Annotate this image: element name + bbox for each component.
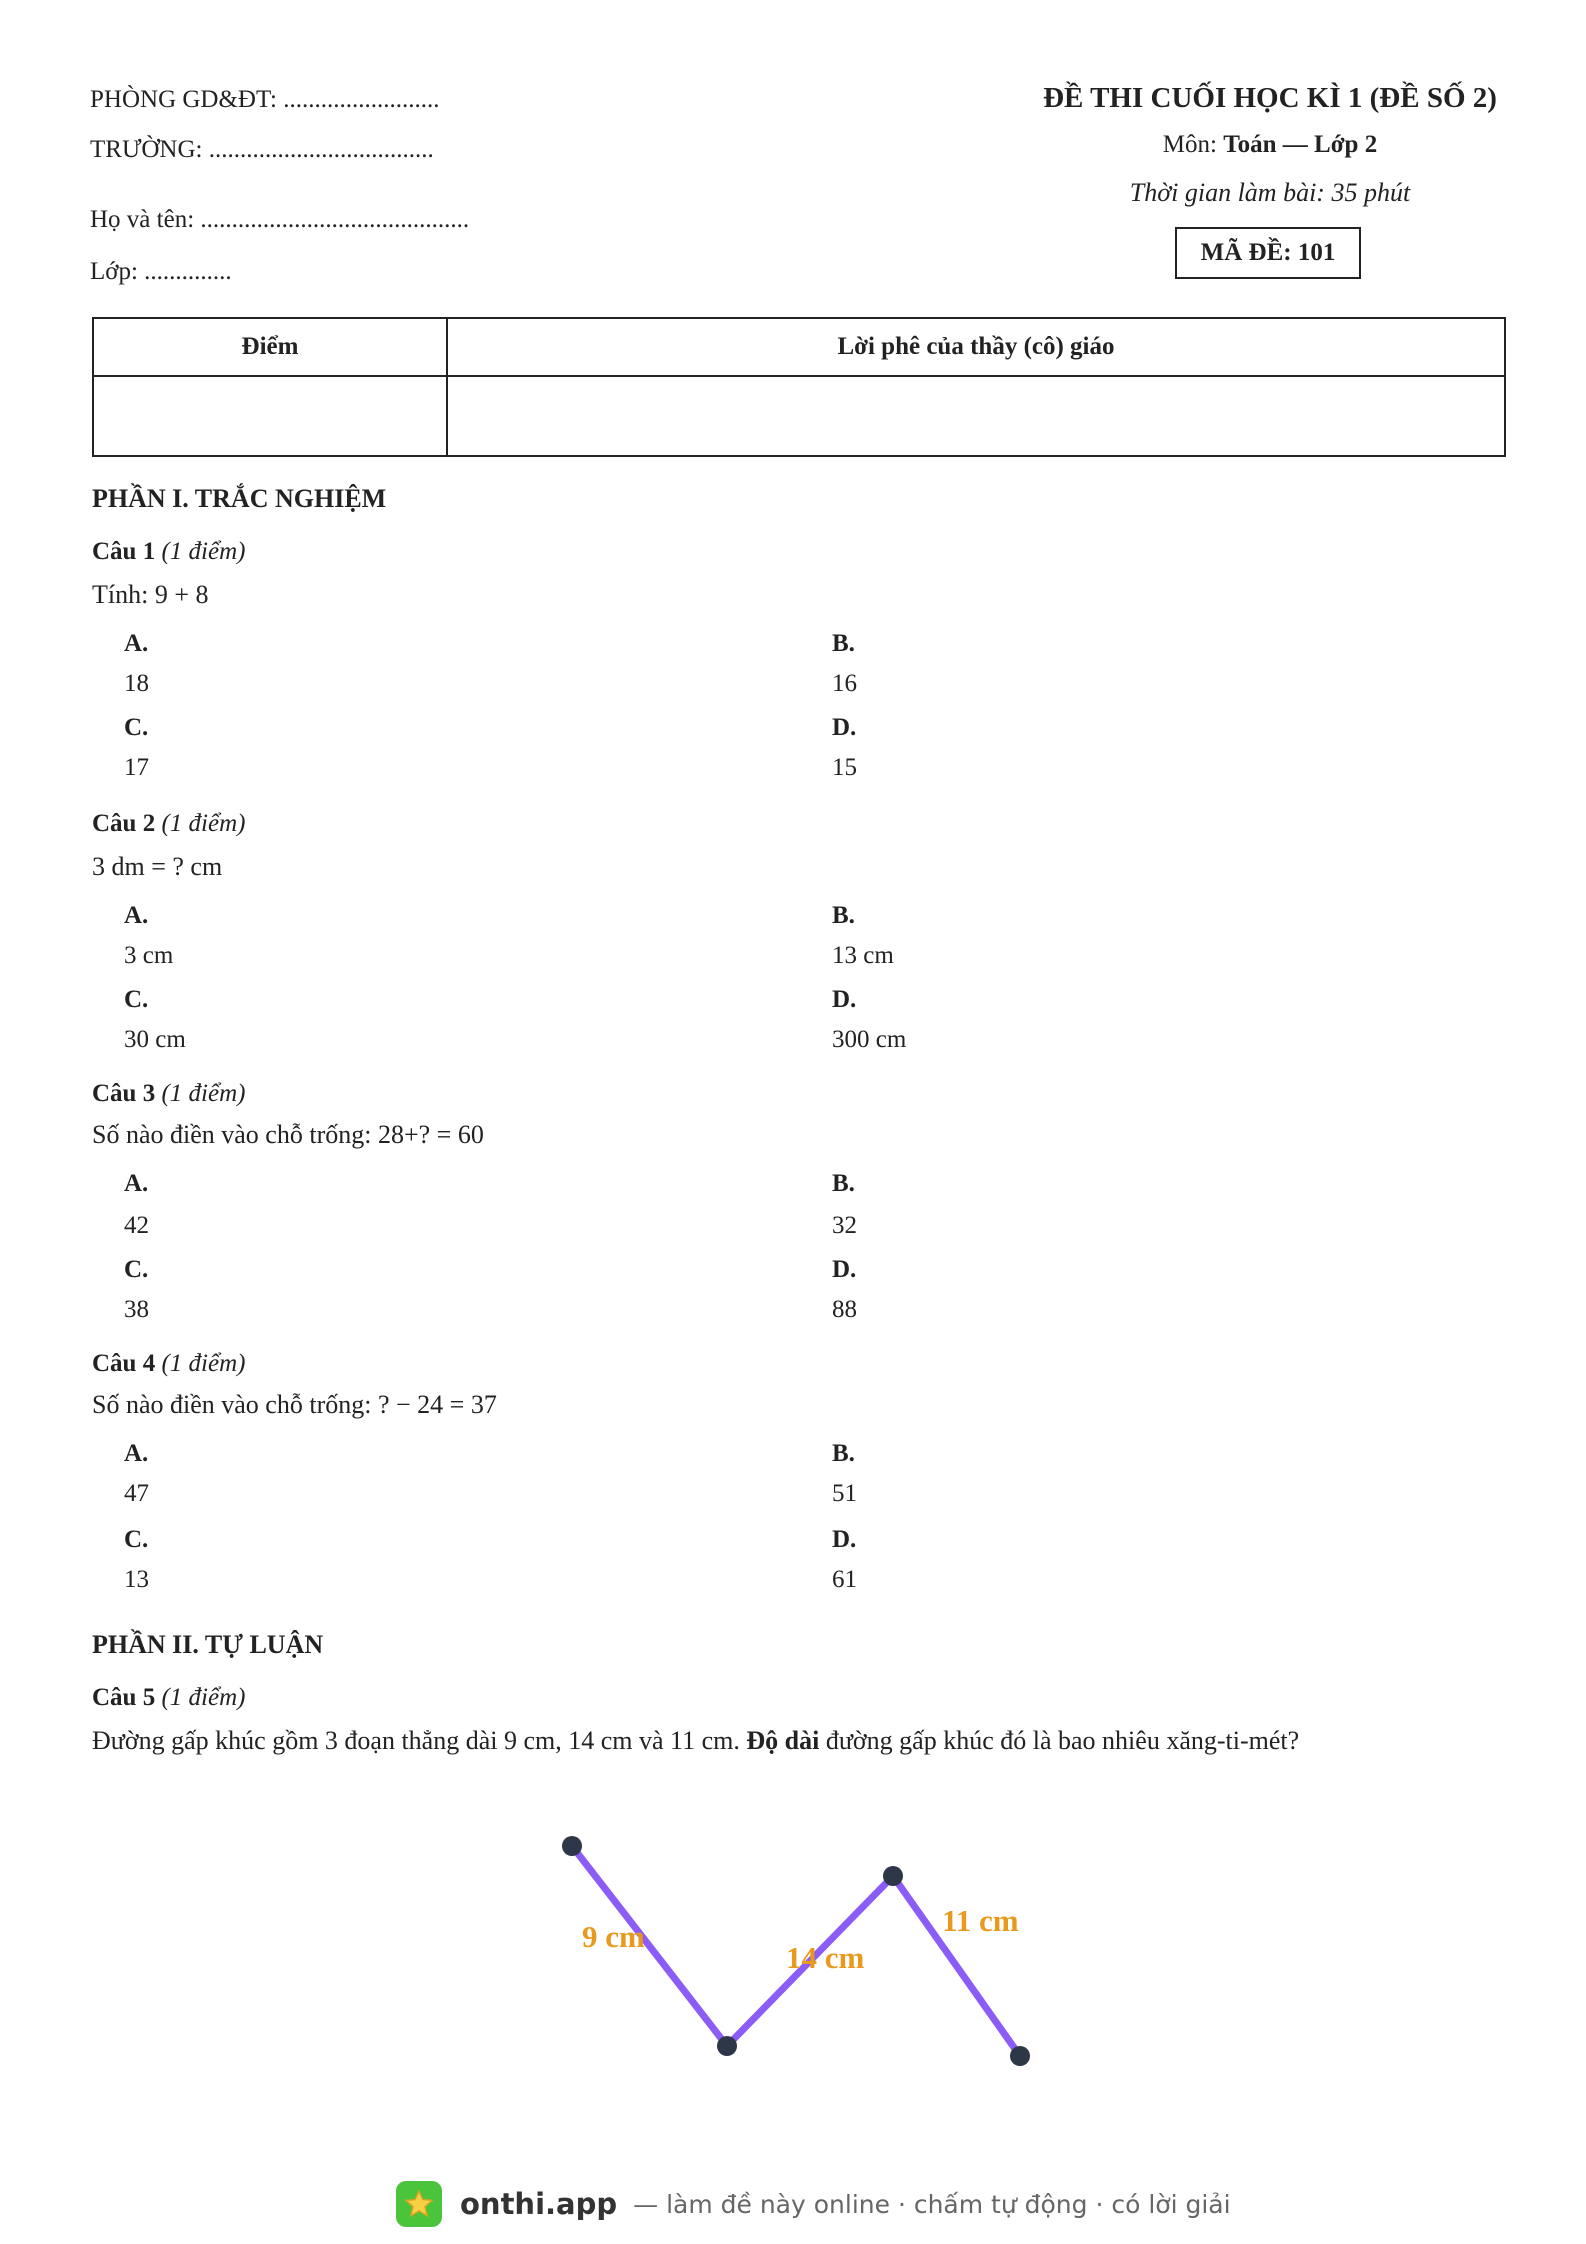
option-c-label: C. (124, 986, 149, 1013)
option-d-value: 15 (832, 754, 857, 781)
brand-name[interactable]: onthi.app (460, 2187, 618, 2221)
option-a-label: A. (124, 902, 149, 929)
option-d-value: 88 (832, 1296, 857, 1323)
question-5-emphasis: Độ dài (746, 1726, 820, 1755)
question-5-title (92, 1684, 245, 1712)
question-4-text: Số nào điền vào chỗ trống: ? − 24 = 37 (92, 1390, 497, 1419)
option-c-value: 17 (124, 754, 149, 781)
question-5-text-part: đường gấp khúc đó là bao nhiêu xăng-ti-mét? (819, 1726, 1300, 1755)
option-c-value: 38 (124, 1296, 149, 1323)
question-1-text: Tính: 9 + 8 (92, 580, 209, 609)
question-label: Câu 4 (92, 1350, 156, 1377)
exam-title: ĐỀ THI CUỐI HỌC KÌ 1 (ĐỀ SỐ 2) (1043, 82, 1497, 114)
vertex-point (883, 1866, 903, 1886)
option-b-value: 32 (832, 1212, 857, 1239)
part1-title: PHẦN I. TRẮC NGHIỆM (92, 484, 387, 513)
broken-line-figure (540, 1820, 1060, 2080)
subject-line (1020, 131, 1520, 159)
option-a-value: 47 (124, 1480, 149, 1507)
comment-cell (447, 376, 1505, 456)
option-c-value: 30 cm (124, 1026, 186, 1053)
question-points: (1 điểm) (161, 1350, 246, 1377)
segment-label-3: 11 cm (942, 1903, 1019, 1938)
subject-prefix: Môn: (1162, 131, 1224, 158)
option-d-value: 61 (832, 1566, 857, 1593)
question-points: (1 điểm) (161, 1080, 246, 1107)
vertex-point (562, 1836, 582, 1856)
student-name-field: Họ và tên: ........................................... (90, 206, 470, 233)
question-label: Câu 5 (92, 1684, 156, 1711)
star-logo-icon (396, 2181, 442, 2227)
footer-branding (396, 2180, 1231, 2228)
option-a-label: A. (124, 630, 149, 657)
option-b-value: 16 (832, 670, 857, 697)
option-a-value: 3 cm (124, 942, 174, 969)
question-points: (1 điểm) (161, 538, 246, 565)
question-1-title (92, 538, 245, 566)
exam-code-box: MÃ ĐỀ: 101 (1175, 227, 1361, 279)
score-cell (93, 376, 447, 456)
footer-tagline: — làm đề này online · chấm tự động · có lời giải (633, 2189, 1231, 2219)
question-points: (1 điểm) (161, 1684, 246, 1711)
option-c-label: C. (124, 1256, 149, 1283)
subject-name: Toán — Lớp 2 (1223, 131, 1378, 158)
question-4-title (92, 1350, 245, 1378)
part2-title: PHẦN II. TỰ LUẬN (92, 1630, 324, 1659)
option-b-value: 51 (832, 1480, 857, 1507)
question-points: (1 điểm) (161, 810, 246, 837)
option-b-label: B. (832, 902, 855, 929)
option-d-label: D. (832, 1526, 857, 1553)
option-b-label: B. (832, 630, 855, 657)
question-2-text: 3 dm = ? cm (92, 852, 223, 881)
option-d-label: D. (832, 986, 857, 1013)
option-d-label: D. (832, 714, 857, 741)
option-c-label: C. (124, 714, 149, 741)
star-icon (404, 2189, 434, 2219)
score-table (92, 317, 1506, 457)
comment-header: Lời phê của thầy (cô) giáo (447, 318, 1505, 376)
question-5-text (92, 1726, 1299, 1756)
option-b-value: 13 cm (832, 942, 894, 969)
option-a-label: A. (124, 1170, 149, 1197)
vertex-point (1010, 2046, 1030, 2066)
question-label: Câu 1 (92, 538, 156, 565)
department-field: PHÒNG GD&ĐT: ......................... (90, 86, 440, 113)
option-b-label: B. (832, 1440, 855, 1467)
option-d-label: D. (832, 1256, 857, 1283)
option-c-label: C. (124, 1526, 149, 1553)
option-a-value: 18 (124, 670, 149, 697)
option-b-label: B. (832, 1170, 855, 1197)
score-header: Điểm (93, 318, 447, 376)
exam-duration: Thời gian làm bài: 35 phút (1129, 178, 1411, 207)
question-2-title (92, 810, 245, 838)
vertex-point (717, 2036, 737, 2056)
option-c-value: 13 (124, 1566, 149, 1593)
question-label: Câu 3 (92, 1080, 156, 1107)
question-3-title (92, 1080, 245, 1108)
question-3-text: Số nào điền vào chỗ trống: 28+? = 60 (92, 1120, 484, 1149)
school-field: TRƯỜNG: .................................... (90, 136, 434, 163)
option-a-value: 42 (124, 1212, 149, 1239)
option-a-label: A. (124, 1440, 149, 1467)
segment-label-1: 9 cm (582, 1919, 645, 1954)
option-d-value: 300 cm (832, 1026, 907, 1053)
question-5-text-part: Đường gấp khúc gồm 3 đoạn thẳng dài 9 cm, 14 cm và 11 cm. (92, 1726, 747, 1755)
segment-label-2: 14 cm (786, 1940, 865, 1975)
question-label: Câu 2 (92, 810, 156, 837)
class-field: Lớp: .............. (90, 258, 232, 285)
